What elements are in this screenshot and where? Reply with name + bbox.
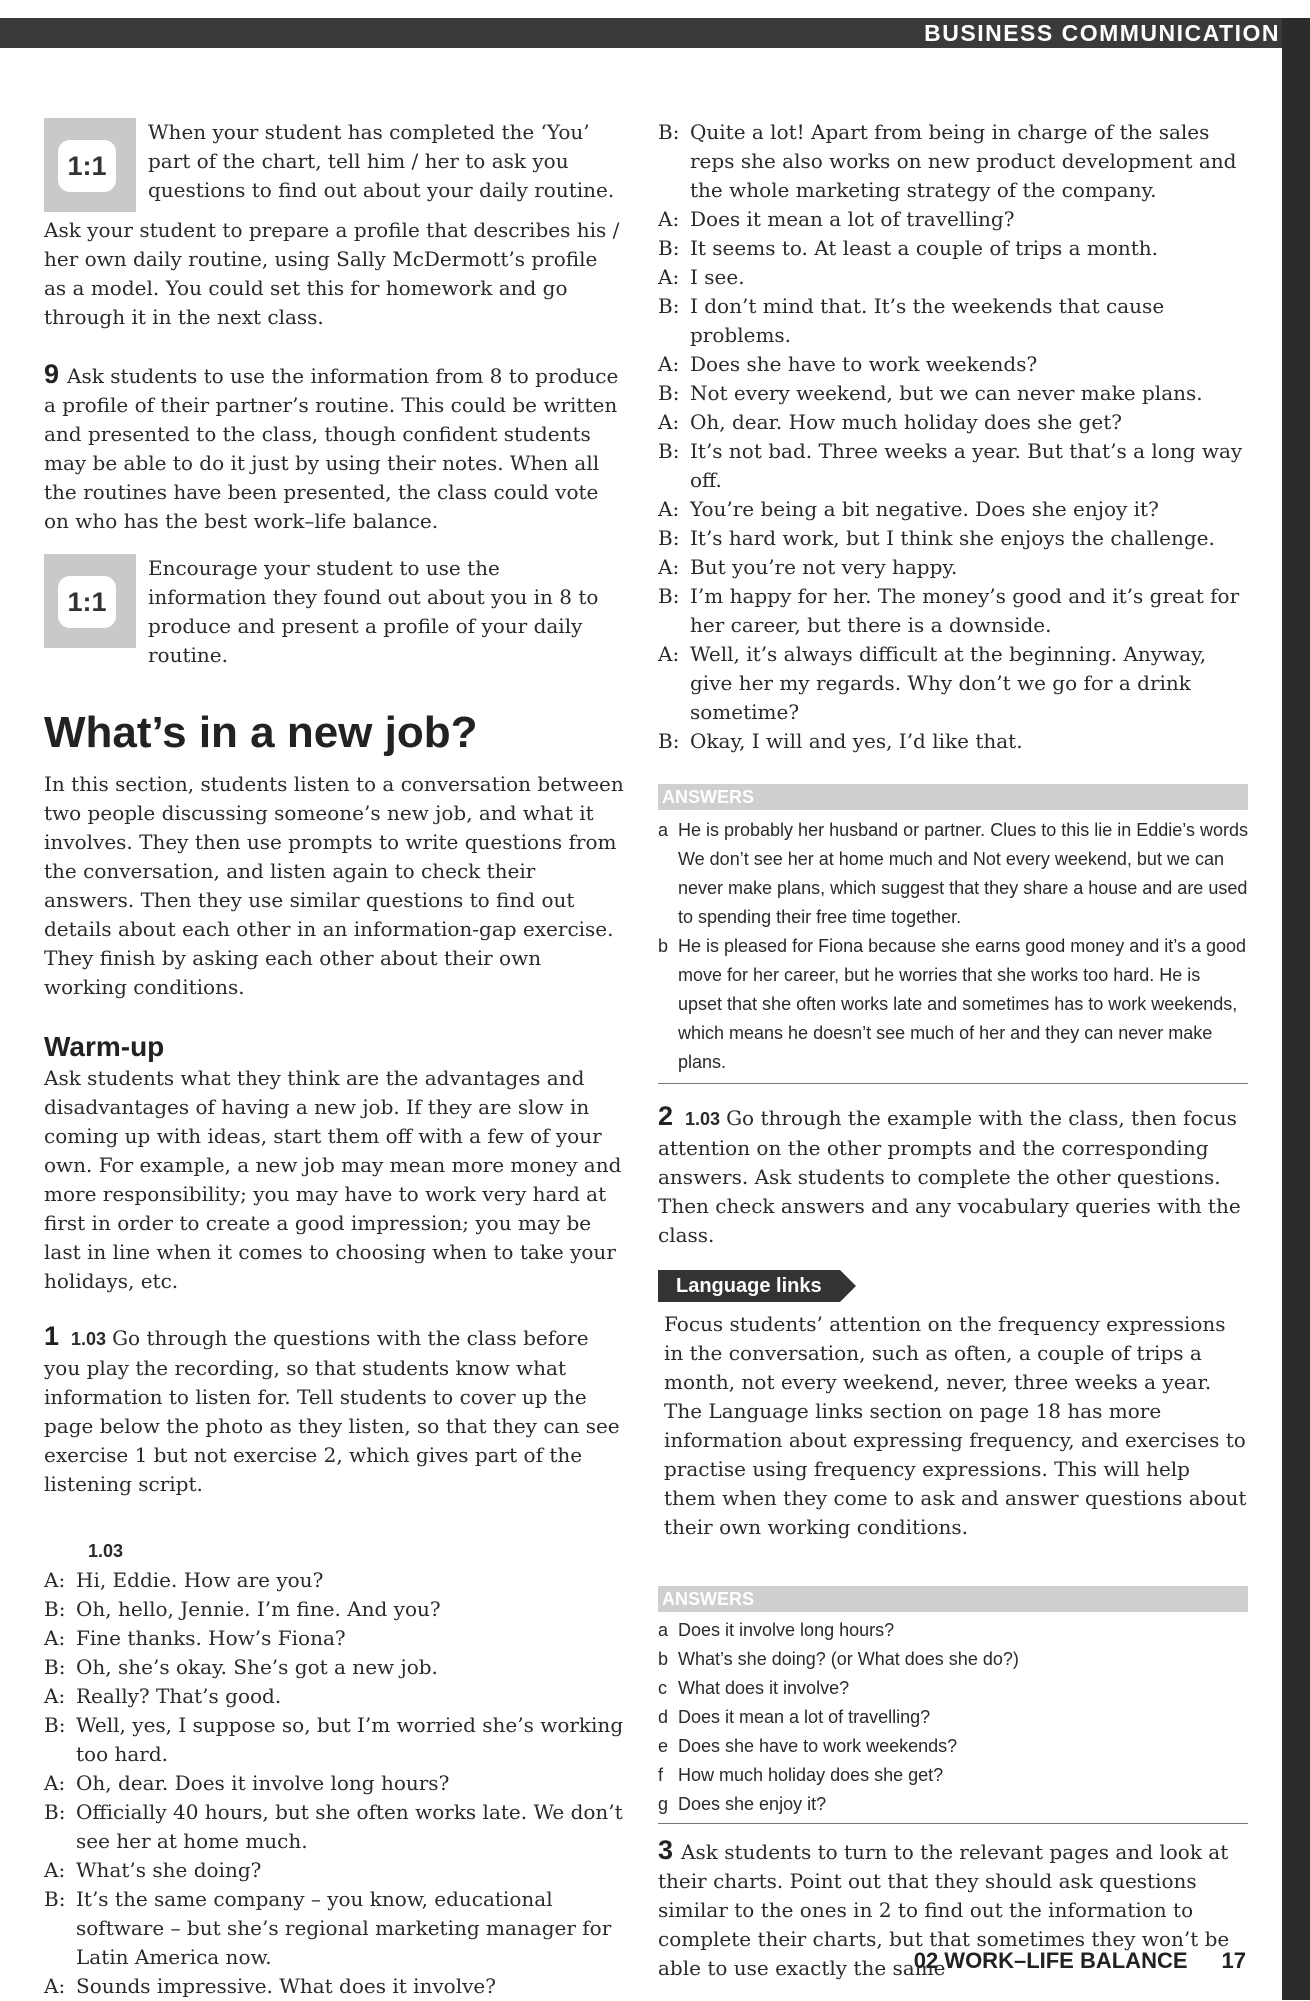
unit-title: 02 WORK–LIFE BALANCE [913, 1948, 1188, 1973]
speaker-label: B: [44, 1597, 66, 1621]
answer-item [658, 1703, 1248, 1732]
speaker-label: B: [658, 381, 680, 405]
script-line [44, 1595, 624, 1624]
script-line [44, 1856, 624, 1885]
utterance: Well, it’s always difficult at the beginning. Anyway, give her my regards. Why don’t we go for a drink sometime? [690, 642, 1207, 724]
utterance: Officially 40 hours, but she often works late. We don’t see her at home much. [76, 1800, 623, 1853]
answers-label: ANSWERS [658, 784, 1248, 810]
header-bar [0, 18, 1290, 48]
answer-text: Does she enjoy it? [678, 1794, 827, 1814]
utterance: It’s the same company – you know, educational software – but she’s regional marketing manager for Latin America now. [76, 1887, 612, 1969]
answer-key: a [658, 1620, 669, 1640]
script-line [44, 1798, 624, 1856]
paragraph: Ask your student to prepare a profile that describes his / her own daily routine, using Sally McDermott’s profile as a model. You could set this for homework and go through it in the next class. [44, 218, 620, 329]
script-line [658, 553, 1248, 582]
tip-text: When your student has completed the ‘You’ part of the chart, tell him / her to ask you questions to find out about your daily routine. [148, 120, 615, 202]
speaker-label: A: [658, 642, 680, 666]
answer-item [658, 1732, 1248, 1761]
answers-box-1 [658, 784, 1248, 1084]
answer-item [658, 1645, 1248, 1674]
script-line [658, 379, 1248, 408]
script-line [658, 408, 1248, 437]
script-line [44, 1624, 624, 1653]
answer-text: What’s she doing? (or What does she do?) [678, 1649, 1019, 1669]
answer-key: g [658, 1794, 669, 1814]
warmup-heading: Warm-up [44, 1031, 165, 1062]
script-line [658, 524, 1248, 553]
speaker-label: B: [44, 1887, 66, 1911]
utterance: Not every weekend, but we can never make plans. [690, 381, 1203, 405]
section-title: BUSINESS COMMUNICATION [924, 20, 1280, 46]
speaker-label: A: [658, 497, 680, 521]
answers-label: ANSWERS [658, 1586, 1248, 1612]
speaker-label: A: [658, 352, 680, 376]
script-line [658, 640, 1248, 727]
speaker-label: A: [658, 207, 680, 231]
script-line [658, 118, 1248, 205]
utterance: Quite a lot! Apart from being in charge of the sales reps she also works on new product development and the whole marketing strategy of the company. [690, 120, 1237, 202]
tip-text: Encourage your student to use the information they found out about you in 8 to produce and present a profile of your daily routine. [148, 556, 599, 667]
section-intro: In this section, students listen to a conversation between two people discussing someone’s new job, and what it involves. They then use prompts to write questions from the conversation, and listen again to check their answers. Then they use similar questions to find out details about each other in an information-gap exercise. They finish by asking each other about their own working conditions. [44, 772, 624, 999]
speaker-label: B: [658, 294, 680, 318]
speaker-label: B: [658, 584, 680, 608]
utterance: Really? That’s good. [76, 1684, 282, 1708]
speaker-label: A: [658, 410, 680, 434]
answer-text: Does it involve long hours? [678, 1620, 895, 1640]
utterance: Oh, dear. Does it involve long hours? [76, 1771, 450, 1795]
audio-track-ref: 1.03 [685, 1109, 721, 1129]
utterance: Sounds impressive. What does it involve? [76, 1974, 496, 1998]
script-line [658, 292, 1248, 350]
speaker-label: A: [44, 1771, 66, 1795]
answer-key: f [658, 1765, 664, 1785]
answer-key: a [658, 820, 669, 840]
exercise-3: 3 Ask students to turn to the relevant pages and look at their charts. Point out that they should ask questions similar to the ones in 2 to find out the information to complete their charts, but that sometimes they won’t be able to use exactly the same [658, 1835, 1230, 1980]
script-line [658, 350, 1248, 379]
script-line [44, 1653, 624, 1682]
utterance: Oh, dear. How much holiday does she get? [690, 410, 1123, 434]
speaker-label: A: [44, 1684, 66, 1708]
answers-box-2 [658, 1586, 1248, 1824]
answer-text: What does it involve? [678, 1678, 850, 1698]
utterance: You’re being a bit negative. Does she enjoy it? [690, 497, 1159, 521]
utterance: Okay, I will and yes, I’d like that. [690, 729, 1023, 753]
answer-item [658, 1674, 1248, 1703]
speaker-label: B: [658, 439, 680, 463]
page-edge-bar [1282, 18, 1310, 2000]
exercise-2: 2 1.03 Go through the example with the class, then focus attention on the other prompts and the corresponding answers. Ask students to complete the other questions. Then check answers and any vocabulary queries with the class. [658, 1101, 1241, 1247]
utterance: Does it mean a lot of travelling? [690, 207, 1015, 231]
answer-text: Does it mean a lot of travelling? [678, 1707, 931, 1727]
script-line [658, 495, 1248, 524]
script-line [658, 582, 1248, 640]
answer-item [658, 1616, 1248, 1645]
section-heading: What’s in a new job? [44, 708, 478, 757]
language-links-tab [658, 1270, 1248, 1302]
audio-track-ref: 1.03 [71, 1329, 107, 1349]
script-line [44, 1769, 624, 1798]
script-line [44, 1566, 624, 1595]
exercise-9: 9 Ask students to use the information from 8 to produce a profile of their partner’s routine. This could be written and presented to the class, though confident students may be able to do it just by using their notes. When all the routines have been presented, the class could vote on who has the best work–life balance. [44, 359, 619, 533]
answer-text: He is probably her husband or partner. Clues to this lie in Eddie’s words We don’t see her at home much and Not every weekend, but we can never make plans, which suggest that they share a house and are used to spending their free time together. [678, 820, 1248, 927]
speaker-label: A: [658, 555, 680, 579]
answer-key: d [658, 1707, 669, 1727]
script-line [658, 263, 1248, 292]
language-links-text: Focus students’ attention on the frequency expressions in the conversation, such as often, a couple of trips a month, not every weekend, never, three weeks a year. The Language links section on page 18 has more information about expressing frequency, and exercises to practise using frequency expressions. This will help them when they come to ask and answer questions about their own working conditions. [664, 1312, 1247, 1539]
left-column [44, 118, 624, 2001]
script-line [44, 1885, 624, 1972]
script-line [44, 1711, 624, 1769]
answer-key: b [658, 1649, 669, 1669]
utterance: Fine thanks. How’s Fiona? [76, 1626, 346, 1650]
answer-key: b [658, 936, 669, 956]
one-to-one-badge-icon: 1:1 [44, 118, 136, 212]
utterance: Does she have to work weekends? [690, 352, 1038, 376]
utterance: Oh, hello, Jennie. I’m fine. And you? [76, 1597, 441, 1621]
one-to-one-tip [44, 118, 624, 212]
utterance: I’m happy for her. The money’s good and it’s great for her career, but there is a downside. [690, 584, 1240, 637]
listening-script [44, 1541, 624, 2001]
right-column [658, 118, 1248, 1983]
script-line [658, 205, 1248, 234]
script-line [658, 437, 1248, 495]
exercise-1: 1 1.03 Go through the questions with the class before you play the recording, so that students know what information to listen for. Tell students to cover up the page below the photo as they listen, so that they can see exercise 1 but not exercise 2, which gives part of the listening script. [44, 1321, 620, 1496]
answer-text: How much holiday does she get? [678, 1765, 944, 1785]
speaker-label: B: [44, 1713, 66, 1737]
one-to-one-tip [44, 554, 624, 670]
speaker-label: A: [44, 1568, 66, 1592]
answer-key: c [658, 1678, 667, 1698]
utterance: Hi, Eddie. How are you? [76, 1568, 324, 1592]
script-line [44, 1972, 624, 2001]
utterance: But you’re not very happy. [690, 555, 958, 579]
utterance: What’s she doing? [76, 1858, 262, 1882]
speaker-label: B: [44, 1800, 66, 1824]
speaker-label: A: [44, 1626, 66, 1650]
utterance: Oh, she’s okay. She’s got a new job. [76, 1655, 438, 1679]
answer-text: He is pleased for Fiona because she earns good money and it’s a good move for her career, but he worries that she works too hard. He is upset that she often works late and sometimes has to work weekends, which means he doesn’t see much of her and they can never make plans. [678, 936, 1247, 1072]
warmup-text: Ask students what they think are the advantages and disadvantages of having a new job. If they are slow in coming up with ideas, start them off with a few of your own. For example, a new job may mean more money and more responsibility; you may have to work very hard at first in order to create a good impression; you may be last in line when it comes to choosing when to take your holidays, etc. [44, 1066, 622, 1293]
speaker-label: A: [658, 265, 680, 289]
script-line [44, 1682, 624, 1711]
speaker-label: B: [658, 120, 680, 144]
speaker-label: A: [44, 1974, 66, 1998]
utterance: It’s not bad. Three weeks a year. But that’s a long way off. [690, 439, 1243, 492]
answer-key: e [658, 1736, 669, 1756]
utterance: I don’t mind that. It’s the weekends that cause problems. [690, 294, 1165, 347]
page-footer [914, 1948, 1246, 1974]
script-line [658, 234, 1248, 263]
utterance: It seems to. At least a couple of trips a month. [690, 236, 1159, 260]
listening-script-continued [658, 118, 1248, 756]
utterance: Well, yes, I suppose so, but I’m worried she’s working too hard. [76, 1713, 624, 1766]
speaker-label: A: [44, 1858, 66, 1882]
page-number: 17 [1221, 1948, 1246, 1973]
answer-item [658, 1761, 1248, 1790]
script-line [658, 727, 1248, 756]
answer-text: Does she have to work weekends? [678, 1736, 958, 1756]
speaker-label: B: [44, 1655, 66, 1679]
answer-item [658, 932, 1248, 1077]
speaker-label: B: [658, 526, 680, 550]
utterance: I see. [690, 265, 745, 289]
speaker-label: B: [658, 236, 680, 260]
one-to-one-badge-icon: 1:1 [44, 554, 136, 648]
utterance: It’s hard work, but I think she enjoys the challenge. [690, 526, 1215, 550]
speaker-label: B: [658, 729, 680, 753]
answer-item [658, 1790, 1248, 1819]
script-track-label: 1.03 [88, 1541, 124, 1561]
language-links-label: Language links [658, 1270, 840, 1302]
answer-item [658, 816, 1248, 932]
